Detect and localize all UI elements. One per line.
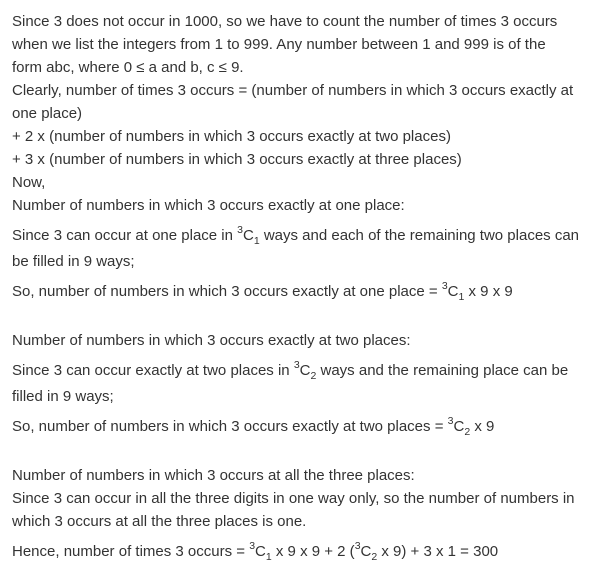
text-segment: So, number of numbers in which 3 occurs exactly at one place = [12, 283, 442, 300]
text-segment: x 9) + 3 x 1 = 300 [377, 543, 499, 560]
text-line: one place) [12, 105, 83, 122]
text-segment: x 9 x 9 + 2 ( [271, 543, 355, 560]
combination-3C1: $^3C_1$ [441, 280, 465, 303]
text-line: + 3 x (number of numbers in which 3 occurs exactly at three places) [12, 151, 462, 168]
text-segment: ways and each of the remaining two places can [259, 227, 580, 244]
text-segment: Since 3 can occur at one place in [12, 227, 238, 244]
combination-3C2: $^3C_2$ [293, 359, 317, 382]
combination-3C2: $^3C_2$ [354, 540, 378, 563]
text-line: + 2 x (number of numbers in which 3 occurs exactly at two places) [12, 128, 451, 145]
text-line [12, 226, 579, 246]
text-segment: Hence, number of times 3 occurs = [12, 543, 250, 560]
text-line [12, 282, 513, 302]
text-segment: Since 3 can occur exactly at two places in [12, 362, 294, 379]
text-line: Clearly, number of times 3 occurs = (number of numbers in which 3 occurs exactly at [12, 82, 574, 99]
combination-3C1: $^3C_1$ [237, 224, 260, 247]
text-line: Since 3 can occur in all the three digits in one way only, so the number of numbers in [12, 490, 575, 507]
text-line [12, 417, 494, 437]
section-heading: Number of numbers in which 3 occurs at all the three places: [12, 467, 415, 484]
final-answer-line [12, 542, 498, 562]
text-line: Since 3 does not occur in 1000, so we have to count the number of times 3 occurs [12, 13, 558, 30]
section-heading: Number of numbers in which 3 occurs exactly at one place: [12, 197, 405, 214]
section-heading: Number of numbers in which 3 occurs exactly at two places: [12, 332, 411, 349]
text-segment: x 9 [470, 418, 495, 435]
combination-3C2: $^3C_2$ [447, 415, 471, 438]
text-line: filled in 9 ways; [12, 388, 114, 405]
text-segment: ways and the remaining place can be [316, 362, 569, 379]
text-line: form abc, where 0 ≤ a and b, c ≤ 9. [12, 59, 244, 76]
text-line: be filled in 9 ways; [12, 253, 135, 270]
text-segment: x 9 x 9 [464, 283, 513, 300]
text-line: Now, [12, 174, 46, 191]
text-segment: So, number of numbers in which 3 occurs exactly at two places = [12, 418, 448, 435]
text-line [12, 361, 568, 381]
combination-3C1: $^3C_1$ [249, 540, 272, 563]
text-line: when we list the integers from 1 to 999. Any number between 1 and 999 is of the [12, 36, 546, 53]
text-line: which 3 occurs at all the three places is one. [12, 513, 307, 530]
